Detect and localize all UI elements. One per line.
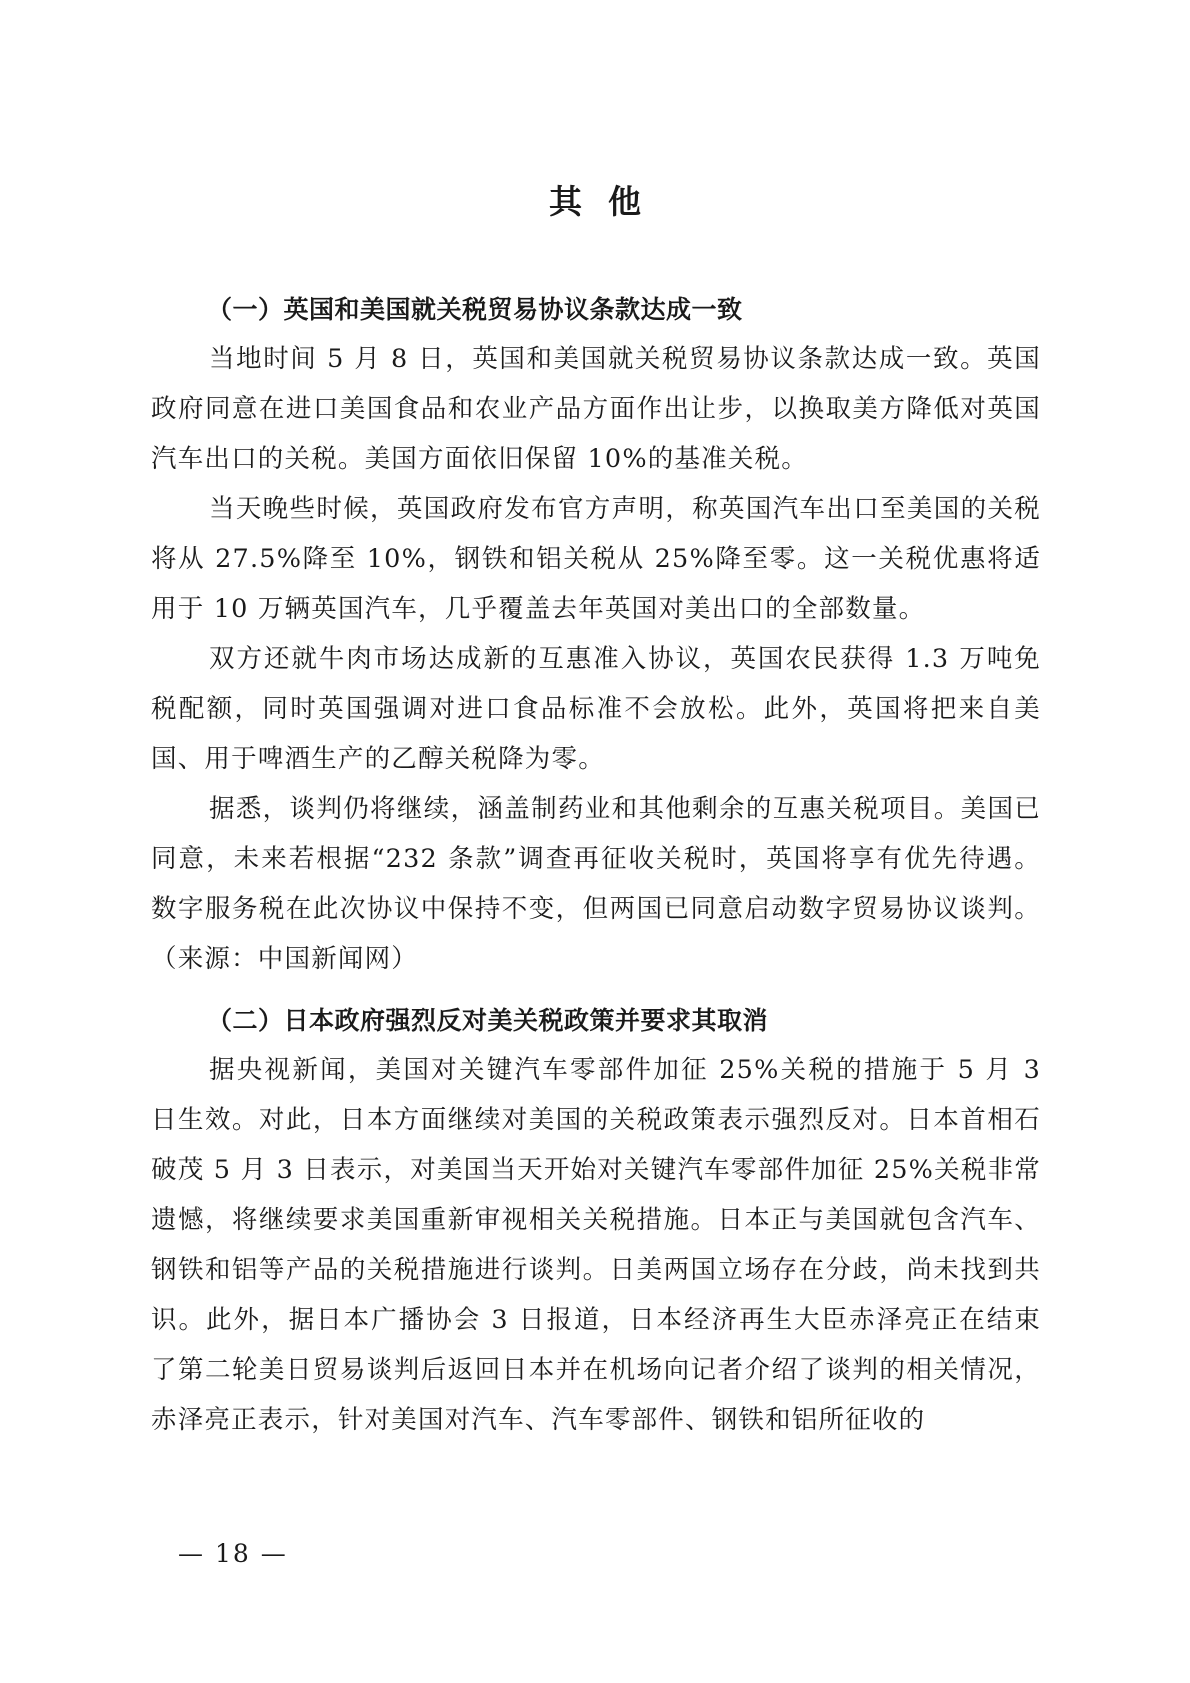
page-title: 其他 <box>549 182 667 221</box>
section-japan-opposes-tariffs <box>151 1003 1041 1445</box>
section-heading: （二）日本政府强烈反对美关税政策并要求其取消 <box>207 1006 769 1035</box>
paragraph: 当天晚些时候，英国政府发布官方声明，称英国汽车出口至美国的关税将从 27.5%降至 10%，钢铁和铝关税从 25%降至零。这一关税优惠将适用于 10 万辆英国汽车，几乎覆盖去年英国对美出口的全部数量。 <box>151 494 1041 624</box>
section-heading: （一）英国和美国就关税贸易协议条款达成一致 <box>207 295 743 324</box>
paragraph: 据央视新闻，美国对关键汽车零部件加征 25%关税的措施于 5 月 3 日生效。对此，日本方面继续对美国的关税政策表示强烈反对。日本首相石破茂 5 月 3 日表示，对美国当天开始对关键汽车零部件加征 25%关税非常遗憾，将继续要求美国重新审视相关关税措施。日本正与美国就包含汽车、钢铁和铝等产品的关税措施进行谈判。日美两国立场存在分歧，尚未找到共识。此外，据日本广播协会 3 日报道，日本经济再生大臣赤泽亮正在结束了第二轮美日贸易谈判后返回日本并在机场向记者介绍了谈判的相关情况，赤泽亮正表示，针对美国对汽车、汽车零部件、钢铁和铝所征收的 <box>151 1055 1041 1435</box>
page-number: — 18 — <box>178 1539 288 1568</box>
section-uk-us-trade-agreement <box>151 292 1041 984</box>
paragraph: 据悉，谈判仍将继续，涵盖制药业和其他剩余的互惠关税项目。美国已同意，未来若根据“232 条款”调查再征收关税时，英国将享有优先待遇。数字服务税在此次协议中保持不变，但两国已同意启动数字贸易协议谈判。（来源：中国新闻网） <box>151 794 1041 974</box>
paragraph: 双方还就牛肉市场达成新的互惠准入协议，英国农民获得 1.3 万吨免税配额，同时英国强调对进口食品标准不会放松。此外，英国将把来自美国、用于啤酒生产的乙醇关税降为零。 <box>151 644 1041 774</box>
paragraph: 当地时间 5 月 8 日，英国和美国就关税贸易协议条款达成一致。英国政府同意在进口美国食品和农业产品方面作出让步，以换取美方降低对英国汽车出口的关税。美国方面依旧保留 10%的基准关税。 <box>151 344 1041 474</box>
